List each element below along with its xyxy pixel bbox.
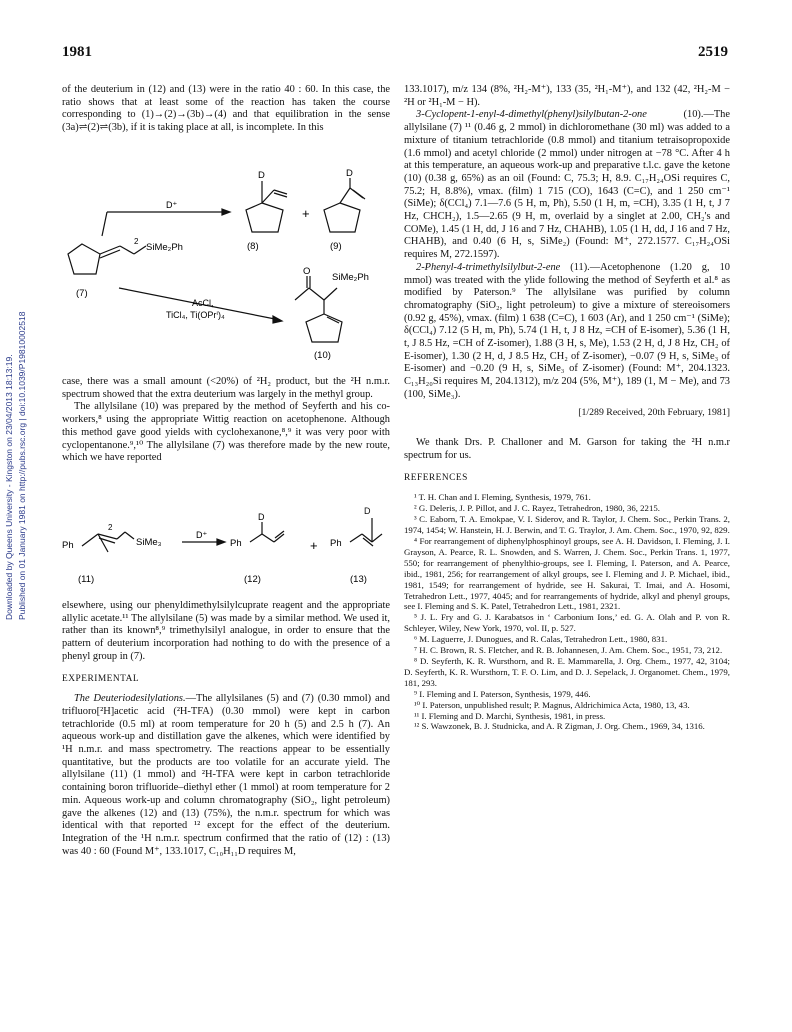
compound-label-12: (12): [244, 574, 261, 585]
scheme-2-reagent: D⁺: [196, 530, 208, 540]
scheme-2-position-label: 2: [108, 523, 113, 532]
oxygen-atom: O: [303, 266, 311, 277]
experimental-heading: EXPERIMENTAL: [62, 673, 140, 684]
scheme-2-silyl-group: SiMe₃: [136, 537, 162, 548]
compound-label-8: (8): [247, 241, 259, 252]
download-watermark: [4, 311, 44, 630]
reference-item: ⁷ H. C. Brown, R. S. Fletcher, and R. B. Johannesen, J. Am. Chem. Soc., 1951, 73, 212.: [414, 645, 723, 656]
reference-item: ¹² S. Wawzonek, B. J. Studnicka, and A. R Zigman, J. Org. Chem., 1969, 34, 1316.: [414, 721, 705, 732]
scheme-1-diagram: [62, 168, 390, 360]
scheme-silyl-group: SiMe₂Ph: [146, 242, 183, 253]
publication-notice: Published on 01 January 1981 on http://pubs.rsc.org | doi:10.1039/P19810002518: [17, 311, 27, 620]
left-paragraph-2: case, there was a small amount (<20%) of ²H₂ product, but the ²H n.m.r. spectrum showed that the extra deuterium was largely in the methyl group.: [62, 376, 390, 400]
scheme-position-label: 2: [134, 237, 139, 246]
deuterium-atom-13: D: [364, 506, 371, 516]
received-date: [1/289 Received, 20th February, 1981]: [578, 406, 730, 418]
phenyl-group-12: Ph: [230, 538, 242, 549]
left-column: [62, 84, 390, 135]
phenyl-group-11: Ph: [62, 540, 74, 551]
compound-label-11: (11): [78, 574, 95, 585]
left-paragraph-4: elsewhere, using our phenyldimethylsilylcuprate reagent and the appropriate allylic acetate.¹¹ The allylsilane (5) was made by a similar method. We used it, rather than its known⁸,⁹ trimethylsilyl analogue, in order to ensure that the pattern of deuterium incorporation had nothing to do with the presence of a phenyl group in (7).: [62, 600, 390, 662]
deuterium-atom-8: D: [258, 170, 265, 181]
allylsilane-text: (11).—Acetophenone (1.20 g, 10 mmol) was treated with the ylide following the method of Seyferth et al.⁸ as modified by Paterson.⁹ The allylsilane was purified by column chromatography (SiO₂, light petroleum) to give a mixture of stereoisomers (0.92 g, 45%), νmax. (film) 1 638 (C=C), 1 603 (Ar), and 1 250 cm⁻¹ (SiMe); δ(CCl₄) 7.12 (5 H, m, Ph), 5.74 (1 H, t, J 8 Hz, =CH of E-isomer), 5.36 (1 H, t, J 8.5 Hz, =CH of Z-isomer), 1.88 (3 H, s, Me), 1.53 (2 H, d, J 8 Hz, CH₂ of E-isomer), 1.30 (2 H, d, J 8.5 Hz, CH₂ of Z-isomer), −0.07 (9 H, s, SiMe₃ of E-isomer) and −0.20 (9 H, s, SiMe₃ of Z-isomer) (Found: M⁺, 204.1323. C₁₃H₂₀Si requires M, 204.1312), m/z 204 (5%, M⁺), 189 (1, M − Me), and 73 (100, SiMe₃).: [404, 261, 730, 400]
scheme-silyl-group-10: SiMe₂Ph: [332, 272, 369, 283]
ketone-text: (10).—The allylsilane (7) ¹¹ (0.46 g, 2 mmol) in dichloromethane (30 ml) was added to a mixture of titanium tetrachloride (0.8 mmol) and titanium tetraisopropoxide (1.6 mmol) and acetyl chloride (2 mmol) under nitrogen at −78 °C. After 4 h at this temperature, an aqueous work-up and preparative t.l.c. gave the ketone (10) (0.38 g, 65%) as an oil (Found: C, 75.3; H, 8.9. C₁₇H₂₄OSi requires C, 75.2; H, 8.8%), νmax. (film) 1 715 (CO), 1643 (C=C), and 1 250 cm⁻¹ (SiMe); δ(CCl₄) 7.1—7.6 (5 H, m, Ph), 5.50 (1 H, m, =CH), 3.35 (1 H, t, J 7 Hz, CHCH₂), 1.5—2.65 (9 H, m, overlaid by a singlet at 2.00, CH₂'s and COMe), 1.45 (1 H, dd, J 16 and 7 Hz, CHAHB), 1.05 (1 H, dd, J 16 and 7 Hz, CHAHB), and 0.40 (6 H, s, SiMe₂) (Found: M⁺, 272.1577. C₁₇H₂₄OSi requires M, 272.1597).: [404, 109, 730, 261]
deuterium-atom-12: D: [258, 512, 265, 522]
reference-item: ⁶ M. Laguerre, J. Dunogues, and R. Calas, Tetrahedron Lett., 1980, 831.: [414, 634, 668, 645]
reference-item: ¹⁰ I. Paterson, unpublished result; P. Magnus, Aldrichimica Acta, 1980, 13, 43.: [414, 699, 690, 710]
right-column: [404, 84, 730, 732]
reference-item: ¹ T. H. Chan and I. Fleming, Synthesis, 1979, 761.: [414, 492, 591, 503]
plus-sign-2: +: [310, 538, 318, 553]
deuteriodesilylation-title: The Deuteriodesilylations.: [74, 693, 186, 705]
plus-sign: +: [302, 206, 310, 221]
reference-item: ⁹ I. Fleming and I. Paterson, Synthesis, 1979, 446.: [414, 688, 591, 699]
left-paragraph-3: The allylsilane (10) was prepared by the method of Seyferth and his co-workers,⁸ using the appropriate Wittig reaction on acetophenone. Although this method gave good yields with cyclohexanone,⁸,⁹ it was very poor with cyclopentanone.⁹,¹⁰ The allylsilane (7) was therefore made by the new route, which we have reported: [62, 401, 390, 464]
scheme-reagent-d-plus: D⁺: [166, 200, 178, 210]
download-notice: Downloaded by Queens University - Kingston on 23/04/2013 18:13:19.: [4, 354, 14, 620]
acknowledgement: We thank Drs. P. Challoner and M. Garson for taking the ²H n.m.r spectrum for us.: [404, 437, 730, 461]
reference-item: ⁵ J. L. Fry and G. J. Karabatsos in ‘ Carbonium Ions,’ ed. G. A. Olah and P. von R. Schleyer, Wiley, New York, 1970, vol. II, p. 527.: [404, 612, 730, 634]
reference-item: ⁸ D. Seyferth, K. R. Wursthorn, and R. E. Mammarella, J. Org. Chem., 1977, 42, 3104; D. Seyferth, K. R. Wursthorn, T. F. O. Lim, and D. J. Sepelack, J. Organomet. Chem., 1979, 181, 293.: [404, 655, 730, 688]
ketone-title: 3-Cyclopent-1-enyl-4-dimethyl(phenyl)silylbutan-2-one: [416, 109, 647, 121]
header-page-number: 2519: [698, 44, 728, 60]
phenyl-group-13: Ph: [330, 538, 342, 549]
compound-label-10: (10): [314, 350, 331, 361]
compound-label-9: (9): [330, 241, 342, 252]
reference-list: [404, 492, 730, 732]
deuteriodesilylation-text: —The allylsilanes (5) and (7) (0.30 mmol) and trifluoro[²H]acetic acid (²H-TFA) (0.30 mmol) were kept in carbon tetrachloride (0.5 ml) at room temperature for 20 h (5) and 2.5 h (7). An aqueous work-up and distillation gave the alkenes, which were identified by ¹H n.m.r. and mass spectrometry. The reactions appear to be essentially quantitative, but the products are too volatile for an accurate yield. The allylsilane (11) (1 mmol) and ²H-TFA were kept in carbon tetrachloride containing boron trifluoride–diethyl ether (1 mmol) at room temperature for 2 min. Aqueous work-up and column chromatography (SiO₂, light petroleum) gave the alkenes (12) and (13) (75%), the n.m.r. spectrum for which was identical with that reported ¹² except for the effect of the deuterium. Integration of the ¹H n.m.r. spectrum confirmed that the ratio of (12) : (13) was 40 : 60 (Found M⁺, 133.1017, C₁₀H₁₁D requires M,: [62, 693, 390, 857]
reference-item: ² G. Deleris, J. P. Pillot, and J. C. Rayez, Tetrahedron, 1980, 36, 2215.: [414, 503, 660, 514]
deuterium-atom-9: D: [346, 168, 353, 179]
reference-item: ¹¹ I. Fleming and D. Marchi, Synthesis, 1981, in press.: [414, 710, 606, 721]
left-column-continued: [62, 376, 390, 465]
references-heading: REFERENCES: [404, 472, 468, 483]
left-column-lower: [62, 600, 390, 858]
left-paragraph-5: [62, 693, 390, 858]
compound-label-7: (7): [76, 288, 88, 299]
scheme-reagent-titanium: TiCl₄, Ti(OPrⁱ)₄: [166, 310, 225, 320]
right-paragraph-1: 133.1017), m/z 134 (8%, ²H₂-M⁺), 133 (35, ²H₁-M⁺), and 132 (42, ²H₂-M − ²H or ²H₁-M − H).: [404, 84, 730, 108]
scheme-reagent-acetyl: AcCl,: [192, 298, 214, 308]
right-paragraph-3: [404, 262, 730, 402]
header-year: 1981: [62, 44, 92, 60]
compound-label-13: (13): [350, 574, 367, 585]
reference-item: ³ C. Eaborn, T. A. Emokpae, V. I. Siderov, and R. Taylor, J. Chem. Soc., Perkin Trans. 2, 1974, 1454; W. Hanstein, H. J. Berwin, and T. G. Traylor, J. Am. Chem. Soc., 1970, 92, 829.: [404, 514, 730, 536]
scheme-2-diagram: [62, 512, 390, 588]
left-paragraph-1: of the deuterium in (12) and (13) were in the ratio 40 : 60. In this case, the ratio shows that at least some of the reaction has taken the course corresponding to (1)→(2)→(3b)→(4) and that equilibration in the sense (3a)⇌(2)⇌(3b), if it is taking place at all, is incomplete. In this: [62, 84, 390, 134]
reference-item: ⁴ For rearrangement of diphenylphosphinoyl groups, see A. H. Davidson, I. Fleming, J. I. Grayson, A. Pearce, R. L. Snowden, and S. Warren, J. Chem. Soc., Perkin Trans. 1, 1977, 550; for rearrangement of phenylthio-groups, see I. Fleming, I. Paterson, and A. Pearce, ibid., 1981, 256; for rearrangement of alkyl groups, see I. Fleming and J. P. Michael, ibid., 1981, 1549; for rearrangement of hydride, see H. Sakurai, T. Imai, and A. Hosomi, Tetrahedron Lett., 1977, 4045; and for rearrangements of hydride, alkyl and phenyl groups, see I. Fleming and S. K. Patel, Tetrahedron Lett., 1981, 2321.: [404, 536, 730, 612]
right-paragraph-2: [404, 109, 730, 261]
allylsilane-title: 2-Phenyl-4-trimethylsilylbut-2-ene: [416, 261, 561, 273]
